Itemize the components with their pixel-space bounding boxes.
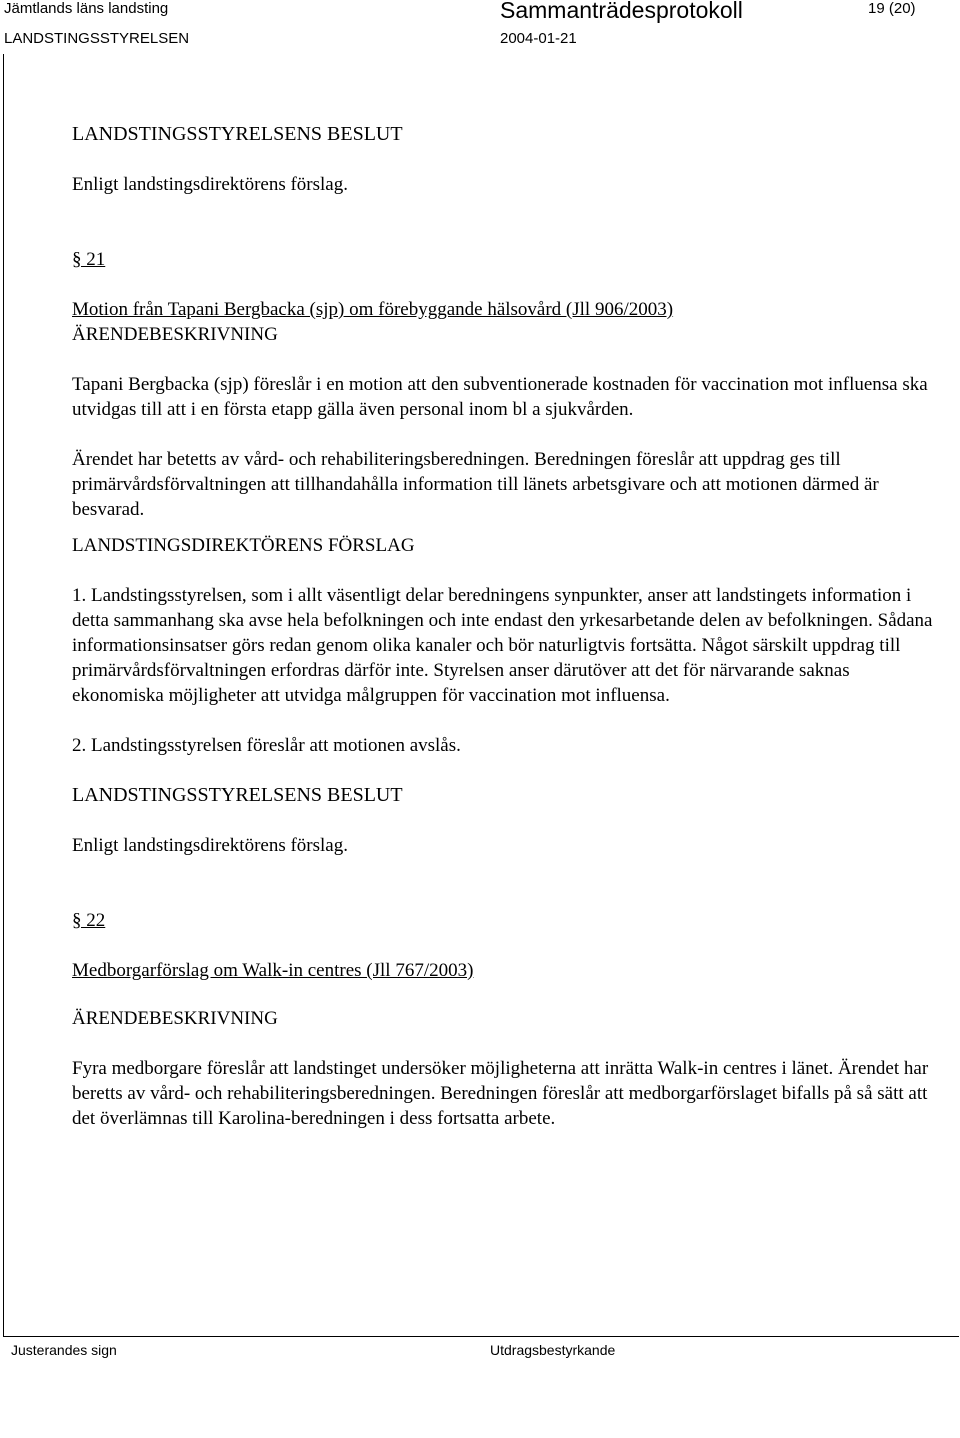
document-title: Sammanträdesprotokoll (500, 0, 743, 23)
section-title: Motion från Tapani Bergbacka (sjp) om förebyggande hälsovård (Jll 906/2003) (72, 299, 674, 320)
proposal-heading: LANDSTINGSDIREKTÖRENS FÖRSLAG (72, 535, 415, 556)
page-number: 19 (20) (868, 0, 916, 17)
protocol-body (72, 122, 934, 1131)
section-number: § 22 (72, 910, 106, 931)
decision-heading: LANDSTINGSSTYRELSENS BESLUT (72, 784, 403, 806)
decision-text: Enligt landstingsdirektörens förslag. (72, 835, 348, 856)
description-heading: ÄRENDEBESKRIVNING (72, 1008, 278, 1029)
page-frame-bottom (3, 1336, 959, 1337)
organization-name: Jämtlands läns landsting (4, 0, 169, 17)
certification-label: Utdragsbestyrkande (490, 1342, 616, 1358)
signature-label: Justerandes sign (11, 1342, 117, 1358)
section-number: § 21 (72, 249, 106, 270)
description-paragraph: Tapani Bergbacka (sjp) föreslår i en motion att den subventionerade kostnaden för vaccination mot influensa ska utvidgas till att i en första etapp gälla även personal inom bl a sjukvården. (72, 374, 928, 420)
decision-heading: LANDSTINGSSTYRELSENS BESLUT (72, 123, 403, 145)
meeting-date: 2004-01-21 (500, 30, 577, 47)
proposal-paragraph: 1. Landstingsstyrelsen, som i allt väsentligt delar beredningens synpunkter, anser att landstingets information i detta sammanhang ska avse hela befolkningen och inte endast den yrkesarbetande delen av befolkningen. Sådana informationsinsatser görs redan genom olika kanaler och bör naturligtvis fortsätta. Något särskilt uppdrag till primärvårdsförvaltningen erfordras därför inte. Styrelsen anser därutöver att det för närvarande saknas ekonomiska möjligheter att utvidga målgruppen för vaccination mot influensa. (72, 585, 933, 706)
description-paragraph: Ärendet har betetts av vård- och rehabiliteringsberedningen. Beredningen föreslår att uppdrag ges till primärvårdsförvaltningen att tillhandahålla information till länets arbetsgivare och att motionen därmed är besvarad. (72, 449, 879, 520)
board-name: LANDSTINGSSTYRELSEN (4, 30, 190, 47)
page-frame-left (3, 54, 4, 1336)
proposal-paragraph: 2. Landstingsstyrelsen föreslår att motionen avslås. (72, 735, 461, 756)
section-title: Medborgarförslag om Walk-in centres (Jll 767/2003) (72, 960, 474, 981)
description-paragraph: Fyra medborgare föreslår att landstinget undersöker möjligheterna att inrätta Walk-in centres i länet. Ärendet har beretts av vård- och rehabiliteringsberedningen. Beredningen föreslår att medborgarförslaget bifalls på så sätt att det överlämnas till Karolina-beredningen i dess fortsatta arbete. (72, 1058, 929, 1129)
description-heading: ÄRENDEBESKRIVNING (72, 324, 278, 345)
decision-text: Enligt landstingsdirektörens förslag. (72, 174, 348, 195)
